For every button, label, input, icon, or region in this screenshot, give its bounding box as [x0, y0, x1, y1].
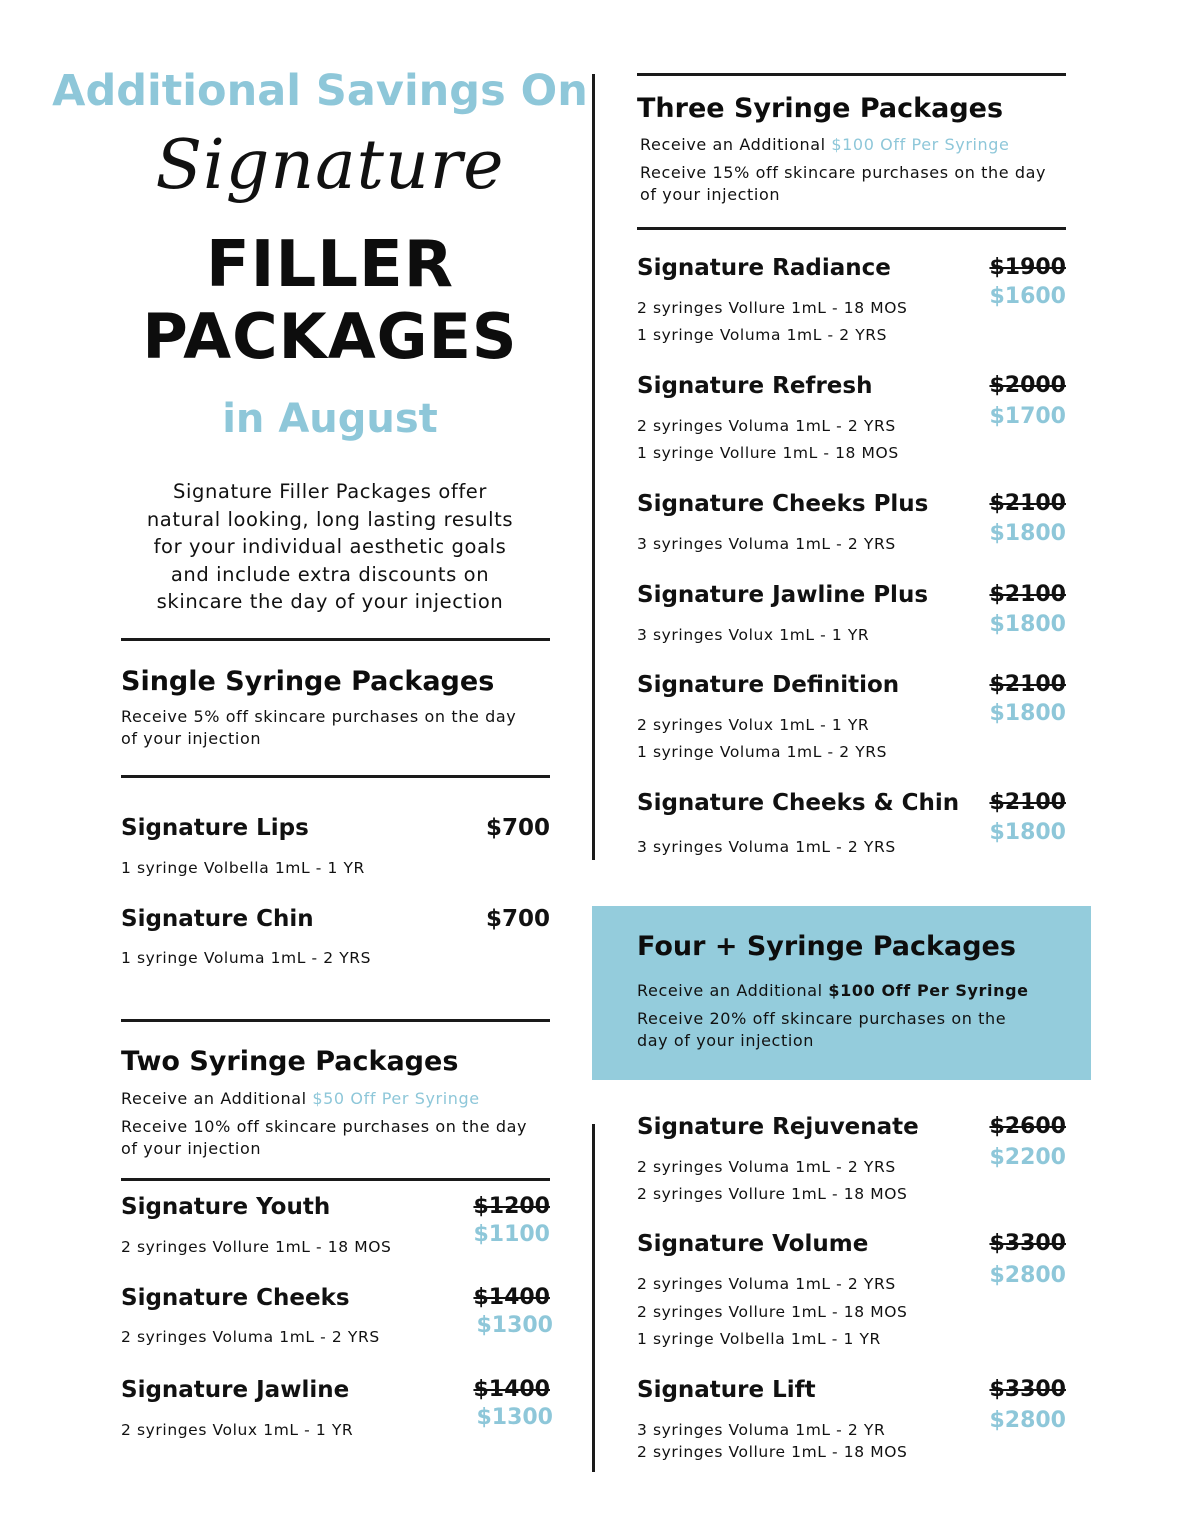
new-price: $1300 [476, 1313, 553, 1338]
old-price: $2000 [989, 373, 1066, 398]
package-detail: 2 syringes Vollure 1mL - 18 MOS [637, 1185, 908, 1203]
package-detail: 1 syringe Voluma 1mL - 2 YRS [637, 743, 888, 761]
note-line: Receive 20% off skincare purchases on the [637, 1009, 1007, 1028]
new-price: $1800 [989, 521, 1066, 546]
package-detail: 2 syringes Voluma 1mL - 2 YRS [637, 417, 896, 435]
packages-title: PACKAGES [142, 300, 518, 373]
month-subtitle: in August [222, 396, 438, 442]
package-price: $700 [485, 906, 550, 932]
package-detail: 3 syringes Voluma 1mL - 2 YR [637, 1421, 886, 1439]
headline: Additional Savings On [52, 66, 588, 116]
package-name: Signature Lift [637, 1377, 816, 1403]
package-detail: 2 syringes Vollure 1mL - 18 MOS [637, 1443, 908, 1461]
intro-line: and include extra discounts on [170, 562, 490, 586]
package-name: Signature Rejuvenate [637, 1114, 919, 1140]
package-name: Signature Definition [637, 672, 900, 698]
two-section-title: Two Syringe Packages [121, 1046, 459, 1077]
note-line: day of your injection [637, 1031, 815, 1050]
new-price: $2200 [989, 1145, 1066, 1170]
package-name: Signature Lips [121, 815, 309, 841]
divider [637, 73, 1066, 76]
new-price: $1700 [989, 404, 1066, 429]
old-price: $2600 [989, 1114, 1066, 1139]
signature-script-title: Signature [155, 126, 505, 205]
additional-value: $50 Off Per Syringe [312, 1089, 480, 1108]
new-price: $1800 [989, 820, 1066, 845]
note-line: Receive 15% off skincare purchases on the day [640, 163, 1047, 182]
package-price: $700 [485, 815, 550, 841]
single-section-note [121, 706, 561, 750]
new-price: $2800 [989, 1408, 1066, 1433]
package-name: Signature Jawline Plus [637, 582, 929, 608]
package-detail: 1 syringe Voluma 1mL - 2 YRS [637, 326, 888, 344]
old-price: $2100 [989, 672, 1066, 697]
new-price: $2800 [989, 1263, 1066, 1288]
package-name: Signature Refresh [637, 373, 873, 399]
divider [121, 1019, 550, 1022]
old-price: $1900 [989, 255, 1066, 280]
old-price: $2100 [989, 491, 1066, 516]
old-price: $1400 [473, 1285, 550, 1310]
package-name: Signature Cheeks & Chin [637, 790, 960, 816]
package-detail: 2 syringes Vollure 1mL - 18 MOS [637, 1303, 908, 1321]
three-section-note [640, 162, 1080, 206]
package-detail: 3 syringes Volux 1mL - 1 YR [637, 626, 870, 644]
four-section-title: Four + Syringe Packages [637, 931, 1016, 962]
package-detail: 1 syringe Volbella 1mL - 1 YR [637, 1330, 881, 1348]
intro-paragraph [110, 478, 550, 616]
old-price: $1200 [473, 1194, 550, 1219]
note-line: Receive 5% off skincare purchases on the day [121, 707, 517, 726]
package-detail: 2 syringes Vollure 1mL - 18 MOS [121, 1238, 392, 1256]
package-detail: 2 syringes Voluma 1mL - 2 YRS [637, 1158, 896, 1176]
old-price: $1400 [473, 1377, 550, 1402]
column-divider [592, 74, 595, 860]
intro-line: natural looking, long lasting results [146, 507, 514, 531]
package-name: Signature Cheeks [121, 1285, 350, 1311]
old-price: $2100 [989, 790, 1066, 815]
four-additional [637, 980, 1029, 1002]
old-price: $2100 [989, 582, 1066, 607]
note-line: of your injection [640, 185, 781, 204]
intro-line: for your individual aesthetic goals [153, 535, 507, 559]
package-detail: 3 syringes Voluma 1mL - 2 YRS [637, 838, 896, 856]
filler-title: FILLER [205, 228, 455, 302]
package-detail: 2 syringes Voluma 1mL - 2 YRS [637, 1275, 896, 1293]
column-divider [592, 1124, 595, 1472]
package-detail: 2 syringes Volux 1mL - 1 YR [637, 716, 870, 734]
divider [121, 638, 550, 641]
divider [637, 227, 1066, 230]
new-price: $1600 [989, 284, 1066, 309]
additional-prefix: Receive an Additional [637, 981, 829, 1000]
note-line: of your injection [121, 1139, 262, 1158]
package-detail: 1 syringe Volbella 1mL - 1 YR [121, 859, 365, 877]
divider [121, 1178, 550, 1181]
package-detail: 1 syringe Vollure 1mL - 18 MOS [637, 444, 899, 462]
note-line: of your injection [121, 729, 262, 748]
package-name: Signature Radiance [637, 255, 891, 281]
package-detail: 3 syringes Voluma 1mL - 2 YRS [637, 535, 896, 553]
note-line: Receive 10% off skincare purchases on the day [121, 1117, 528, 1136]
two-section-note [121, 1116, 571, 1160]
three-section-title: Three Syringe Packages [637, 93, 1004, 124]
old-price: $3300 [989, 1377, 1066, 1402]
single-section-title: Single Syringe Packages [121, 666, 495, 697]
four-section-note [637, 1008, 1077, 1052]
additional-prefix: Receive an Additional [640, 135, 832, 154]
package-name: Signature Cheeks Plus [637, 491, 929, 517]
three-additional [640, 134, 1010, 156]
divider [121, 775, 550, 778]
new-price: $1100 [473, 1222, 550, 1247]
intro-line: Signature Filler Packages offer [173, 480, 487, 503]
package-detail: 2 syringes Vollure 1mL - 18 MOS [637, 299, 908, 317]
additional-value: $100 Off Per Syringe [831, 135, 1010, 154]
new-price: $1300 [476, 1405, 553, 1430]
new-price: $1800 [989, 701, 1066, 726]
package-detail: 2 syringes Volux 1mL - 1 YR [121, 1421, 354, 1439]
package-name: Signature Jawline [121, 1377, 350, 1403]
old-price: $3300 [989, 1231, 1066, 1256]
package-detail: 1 syringe Voluma 1mL - 2 YRS [121, 949, 372, 967]
package-name: Signature Youth [121, 1194, 331, 1220]
additional-prefix: Receive an Additional [121, 1089, 313, 1108]
package-detail: 2 syringes Voluma 1mL - 2 YRS [121, 1328, 380, 1346]
package-name: Signature Chin [121, 906, 314, 932]
new-price: $1800 [989, 612, 1066, 637]
package-name: Signature Volume [637, 1231, 869, 1257]
additional-value: $100 Off Per Syringe [828, 981, 1029, 1000]
intro-line: skincare the day of your injection [156, 590, 504, 614]
two-additional [121, 1088, 480, 1110]
